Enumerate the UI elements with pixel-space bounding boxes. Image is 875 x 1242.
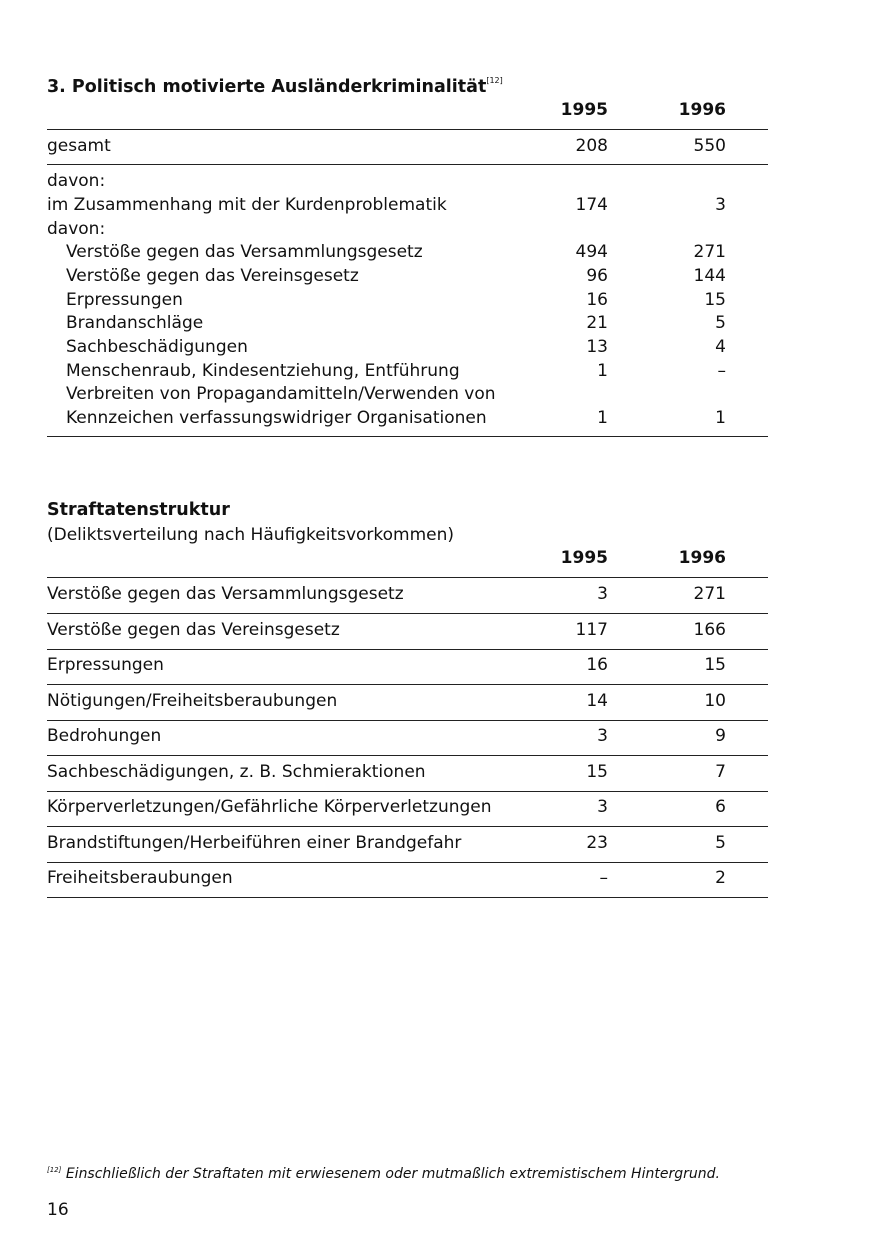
section1-total-1996: 550 (693, 136, 726, 156)
table-row-label: Freiheitsberaubungen (47, 868, 233, 888)
table-cell-1995: 3 (597, 726, 608, 746)
table-cell-1996: 15 (704, 290, 726, 310)
table-cell-1995: – (599, 868, 608, 888)
table-cell-1995: 117 (575, 619, 608, 640)
table-row-rule (47, 649, 768, 650)
table-cell-1996: 7 (715, 761, 726, 782)
table-cell-1996: 15 (704, 655, 726, 675)
table-cell-1995: 1 (597, 408, 608, 428)
table-cell-1996: 271 (693, 242, 726, 262)
section1-header-rule (47, 129, 768, 130)
table-cell-1996: 2 (715, 868, 726, 888)
footnote-marker: [12] (47, 1166, 62, 1174)
table-cell-1995: 16 (586, 655, 608, 675)
table-row-label: Bedrohungen (47, 726, 162, 746)
table-row-label: Menschenraub, Kindesentziehung, Entführung (66, 361, 460, 381)
section2-year-1996: 1996 (678, 548, 726, 568)
table-cell-1995: 494 (575, 242, 608, 262)
table-cell-1996: 5 (715, 313, 726, 333)
table-row-label: Nötigungen/Freiheitsberaubungen (47, 690, 338, 711)
section2-title: Straftatenstruktur (47, 500, 230, 520)
table-row-label: Sachbeschädigungen (66, 337, 248, 357)
page-number: 16 (47, 1200, 69, 1220)
table-cell-1995: 13 (586, 337, 608, 357)
footnote-ref: [12] (486, 76, 503, 85)
section1-title (47, 76, 503, 97)
table-row-rule (47, 755, 768, 756)
table-row-label: davon: (47, 219, 106, 239)
table-cell-1995: 3 (597, 584, 608, 604)
table-row-rule (47, 684, 768, 685)
table-cell-1996: 4 (715, 337, 726, 357)
table-row-rule (47, 720, 768, 721)
table-row-label: Erpressungen (47, 655, 164, 675)
table-row-label: Verstöße gegen das Vereinsgesetz (47, 619, 340, 640)
table-row-label: davon: (47, 171, 106, 191)
table-cell-1995: 96 (586, 266, 608, 286)
table-cell-1996: 144 (693, 266, 726, 286)
table-row-label: Verstöße gegen das Vereinsgesetz (66, 266, 359, 286)
table-cell-1995: 3 (597, 797, 608, 817)
table-cell-1996: 271 (693, 584, 726, 604)
table-cell-1995: 174 (575, 195, 608, 215)
table-cell-1995: 15 (586, 761, 608, 782)
table-row-label: Verbreiten von Propagandamitteln/Verwenden von (66, 384, 496, 404)
table-cell-1995: 16 (586, 290, 608, 310)
table-cell-1996: – (717, 361, 726, 381)
section1-total-1995: 208 (575, 136, 608, 156)
table-cell-1996: 6 (715, 797, 726, 817)
section2-subtitle: (Deliktsverteilung nach Häufigkeitsvorkommen) (47, 525, 455, 545)
section1-total-label: gesamt (47, 136, 111, 156)
table-row-rule (47, 897, 768, 898)
table-cell-1996: 3 (715, 195, 726, 215)
table-row-label: Verstöße gegen das Versammlungsgesetz (47, 584, 404, 604)
section1-total-rule (47, 164, 768, 165)
table-cell-1996: 10 (704, 690, 726, 711)
section2-year-1995: 1995 (560, 548, 608, 568)
section1-bottom-rule (47, 436, 768, 437)
section2-header-rule (47, 577, 768, 578)
table-row-label: Brandanschläge (66, 313, 204, 333)
section1-title-text: 3. Politisch motivierte Ausländerkriminalität (47, 77, 487, 97)
table-row-label: Verstöße gegen das Versammlungsgesetz (66, 242, 423, 262)
table-row-label: im Zusammenhang mit der Kurdenproblematik (47, 195, 447, 215)
table-cell-1995: 14 (586, 690, 608, 711)
table-row-label: Erpressungen (66, 290, 183, 310)
table-row-label: Sachbeschädigungen, z. B. Schmieraktionen (47, 761, 426, 782)
table-row-rule (47, 791, 768, 792)
table-cell-1996: 9 (715, 726, 726, 746)
table-cell-1995: 1 (597, 361, 608, 381)
table-row-rule (47, 862, 768, 863)
section1-year-1996: 1996 (678, 100, 726, 120)
table-cell-1996: 5 (715, 832, 726, 853)
table-cell-1996: 1 (715, 408, 726, 428)
section1-year-1995: 1995 (560, 100, 608, 120)
table-row-rule (47, 826, 768, 827)
footnote (47, 1166, 720, 1182)
table-cell-1995: 23 (586, 832, 608, 853)
footnote-text: Einschließlich der Straftaten mit erwiesenem oder mutmaßlich extremistischem Hintergrund. (65, 1166, 720, 1182)
table-cell-1995: 21 (586, 313, 608, 333)
table-row-rule (47, 613, 768, 614)
table-row-label: Brandstiftungen/Herbeiführen einer Brandgefahr (47, 832, 462, 853)
table-cell-1996: 166 (693, 619, 726, 640)
table-row-label: Kennzeichen verfassungswidriger Organisationen (66, 408, 487, 428)
table-row-label: Körperverletzungen/Gefährliche Körperverletzungen (47, 797, 492, 817)
